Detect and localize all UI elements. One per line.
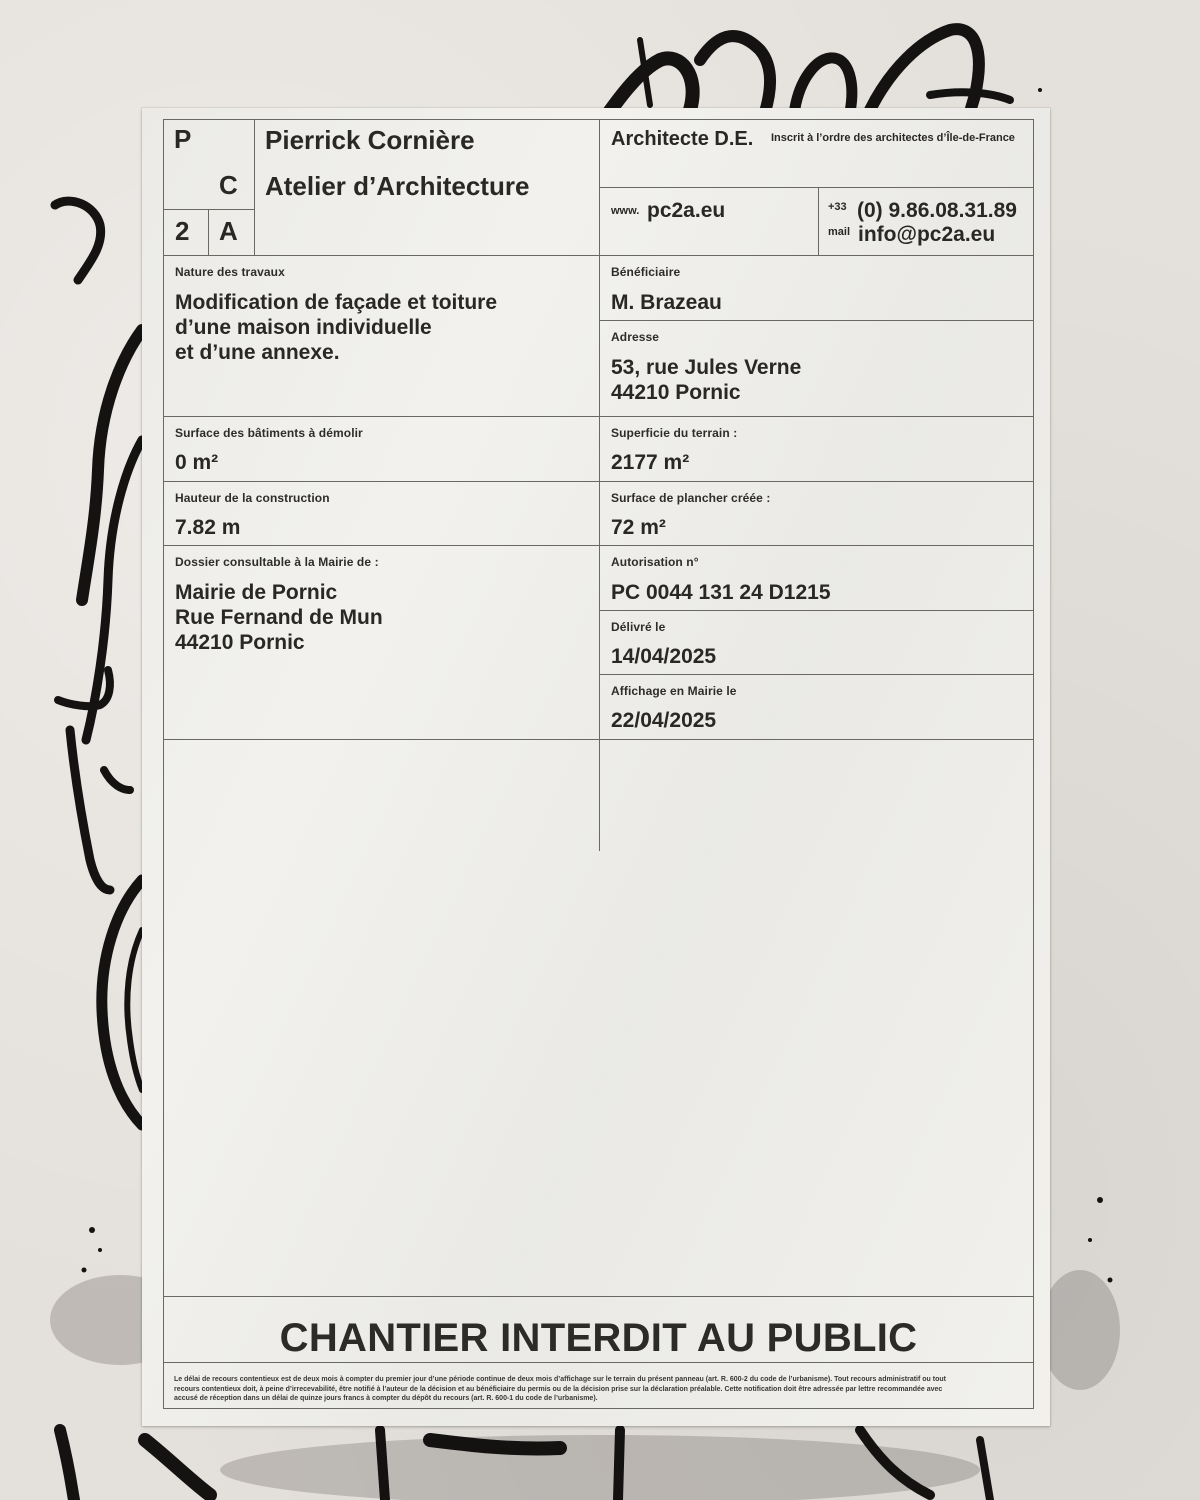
nature-line-1: Modification de façade et toiture [175, 291, 498, 314]
logo-letter-p: P [174, 124, 192, 154]
architect-name: Pierrick Cornière [265, 125, 475, 155]
delivered-label: Délivré le [611, 620, 666, 634]
beneficiary-value: M. Brazeau [611, 291, 722, 314]
demolish-value: 0 m² [175, 451, 219, 474]
floor-value: 72 m² [611, 516, 666, 539]
height-label: Hauteur de la construction [175, 491, 330, 505]
phone-prefix: +33 [828, 201, 847, 213]
auth-number: PC 0044 131 24 D1215 [611, 581, 831, 604]
nature-line-3: et d’une annexe. [175, 341, 340, 364]
posted-label: Affichage en Mairie le [611, 684, 737, 698]
nature-line-2: d’une maison individuelle [175, 316, 432, 339]
architect-title: Architecte D.E. [611, 128, 754, 150]
site-warning: CHANTIER INTERDIT AU PUBLIC [279, 1316, 918, 1360]
dossier-line-1: Mairie de Pornic [175, 581, 338, 604]
beneficiary-label: Bénéficiaire [611, 265, 681, 279]
auth-label: Autorisation n° [611, 555, 699, 569]
email-address: info@pc2a.eu [858, 223, 996, 246]
land-label: Superficie du terrain : [611, 426, 738, 440]
posted-date: 22/04/2025 [611, 709, 717, 732]
legal-line-3: accusé de réception dans un délai de quinze jours francs à compter du dépôt du recours (art. R. 600-1 du code de l’urbanisme). [174, 1395, 598, 1402]
building-permit-poster [142, 108, 1050, 1426]
logo-letter-2: 2 [175, 216, 190, 246]
address-line-2: 44210 Pornic [611, 381, 741, 404]
dossier-line-3: 44210 Pornic [175, 631, 305, 654]
studio-name: Atelier d’Architecture [265, 171, 530, 201]
land-value: 2177 m² [611, 451, 690, 474]
legal-notice [174, 1375, 1022, 1404]
address-line-1: 53, rue Jules Verne [611, 356, 802, 379]
logo-letter-c: C [219, 170, 238, 200]
delivered-date: 14/04/2025 [611, 645, 717, 668]
website: pc2a.eu [647, 199, 726, 222]
dossier-label: Dossier consultable à la Mairie de : [175, 555, 379, 569]
legal-line-1: Le délai de recours contentieux est de deux mois à compter du premier jour d’une période continue de deux mois d’affichage sur le terrain du présent panneau (art. R. 600-2 du code de l’urbanisme). Tout recours administratif ou tout [174, 1376, 946, 1383]
dossier-line-2: Rue Fernand de Mun [175, 606, 383, 629]
permit-frame [163, 119, 1034, 1409]
floor-label: Surface de plancher créée : [611, 491, 771, 505]
height-value: 7.82 m [175, 516, 241, 539]
legal-line-2: recours contentieux doit, à peine d’irrecevabilité, être notifié à l’auteur de la décision et au bénéficiaire du permis ou de la décision prise sur la déclaration préalable. Cette notification doit être adressée par lettre recommandée avec [174, 1385, 943, 1393]
phone-number: (0) 9.86.08.31.89 [857, 199, 1017, 222]
mail-prefix: mail [828, 226, 851, 238]
address-label: Adresse [611, 330, 660, 344]
web-prefix: www. [611, 205, 640, 217]
demolish-label: Surface des bâtiments à démolir [175, 426, 363, 440]
registration-note: Inscrit à l’ordre des architectes d’Île-de-France [771, 132, 1015, 144]
logo-letter-a: A [219, 216, 238, 246]
nature-label: Nature des travaux [175, 265, 285, 279]
